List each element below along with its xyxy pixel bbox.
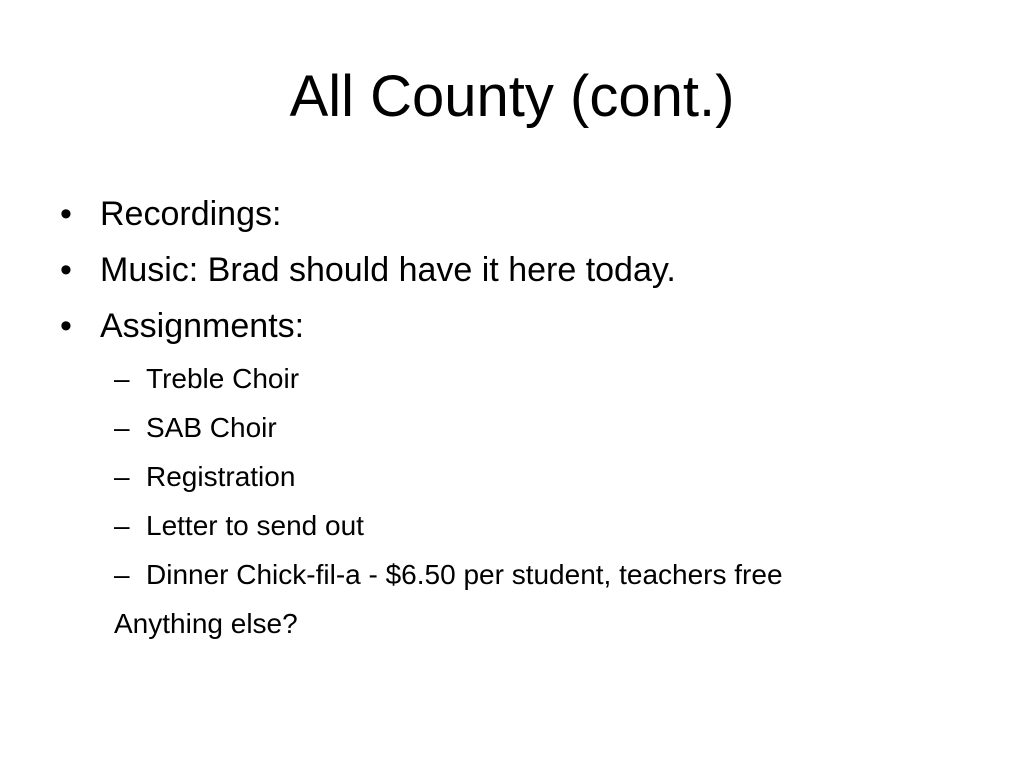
dash-marker: –: [114, 412, 130, 443]
bullet-item: [58, 242, 998, 298]
slide-body: [58, 186, 998, 648]
dash-marker: –: [114, 510, 130, 541]
sub-item-text: Dinner Chick-fil-a - $6.50 per student, teachers free: [146, 559, 783, 590]
bullet-text: Music: Brad should have it here today.: [100, 251, 676, 289]
sub-item: [58, 403, 998, 452]
sub-item: [58, 550, 998, 599]
dash-marker: –: [114, 461, 130, 492]
bullet-text: Assignments:: [100, 307, 305, 345]
bullet-marker: •: [60, 251, 72, 289]
sub-item-text: Registration: [146, 461, 296, 492]
sub-item: [58, 452, 998, 501]
sub-item: [58, 354, 998, 403]
bullet-marker: •: [60, 307, 72, 345]
dash-marker: –: [114, 363, 130, 394]
bullet-item: [58, 186, 998, 242]
dash-marker: –: [114, 559, 130, 590]
slide-title: All County (cont.): [289, 64, 735, 129]
sub-item: [58, 501, 998, 550]
sub-item-text: Treble Choir: [146, 363, 300, 394]
closing-line: Anything else?: [114, 608, 298, 639]
sub-item-text: Letter to send out: [146, 510, 364, 541]
bullet-text: Recordings:: [100, 195, 282, 233]
sub-item-text: SAB Choir: [146, 412, 277, 443]
bullet-item: [58, 298, 998, 354]
bullet-marker: •: [60, 195, 72, 233]
